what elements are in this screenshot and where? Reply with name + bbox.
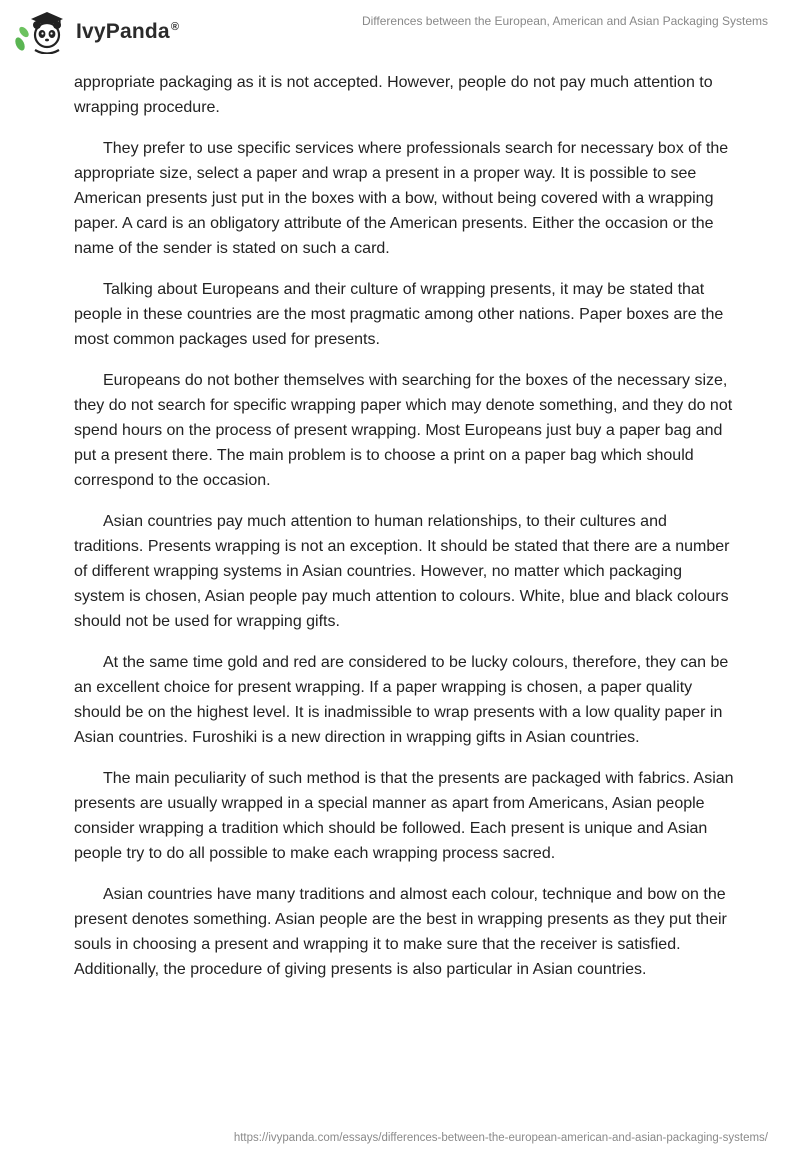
page-header [0, 0, 800, 64]
paragraph: They prefer to use specific services where professionals search for necessary box of the appropriate size, select a paper and wrap a present in a proper way. It is possible to see American presents just put in the boxes with a bow, without being covered with a wrapping paper. A card is an obligatory attribute of the American presents. Either the occasion or the name of the sender is stated on such a card. [74, 140, 729, 257]
paragraph: At the same time gold and red are considered to be lucky colours, therefore, they can be an excellent choice for present wrapping. If a paper wrapping is chosen, a paper quality should be on the highest level. It is inadmissible to wrap presents with a low quality paper in Asian countries. Furoshiki is a new direction in wrapping gifts in Asian countries. [74, 654, 729, 746]
paragraph: Europeans do not bother themselves with searching for the boxes of the necessary size, they do not search for specific wrapping paper which may denote something, and they do not spend hours on the process of present wrapping. Most Europeans just buy a paper bag and put a present there. The main problem is to choose a print on a paper bag which should correspond to the occasion. [74, 372, 733, 489]
paragraph: Talking about Europeans and their culture of wrapping presents, it may be stated that people in these countries are the most pragmatic among other nations. Paper boxes are the most common packages used for presents. [74, 281, 724, 348]
document-title: Differences between the European, American and Asian Packaging Systems [361, 14, 768, 28]
paragraph: appropriate packaging as it is not accepted. However, people do not pay much attention to wrapping procedure. [74, 74, 713, 116]
paragraph: Asian countries have many traditions and almost each colour, technique and bow on the present denotes something. Asian people are the best in wrapping presents as they put their souls in choosing a present and wrapping it to make sure that the receiver is satisfied. Additionally, the procedure of giving presents is also particular in Asian countries. [74, 886, 727, 978]
source-url-link[interactable]: https://ivypanda.com/essays/differences-between-the-european-american-and-asian-packaging-systems/ [233, 1132, 768, 1144]
paragraph: Asian countries pay much attention to human relationships, to their cultures and traditions. Presents wrapping is not an exception. It should be stated that there are a number of different wrapping systems in Asian countries. However, no matter which packaging system is chosen, Asian people pay much attention to colours. White, blue and black colours should not be used for wrapping gifts. [74, 513, 730, 630]
paragraph: The main peculiarity of such method is that the presents are packaged with fabrics. Asian presents are usually wrapped in a special manner as apart from Americans, Asian people consider wrapping a tradition which should be followed. Each present is unique and Asian people try to do all possible to make each wrapping process sacred. [74, 770, 734, 862]
ivypanda-logo[interactable] [14, 10, 179, 54]
registered-mark: ® [170, 21, 180, 33]
panda-logo-icon [14, 10, 72, 54]
brand-name: IvyPanda® [76, 20, 180, 43]
essay-body [74, 70, 734, 998]
